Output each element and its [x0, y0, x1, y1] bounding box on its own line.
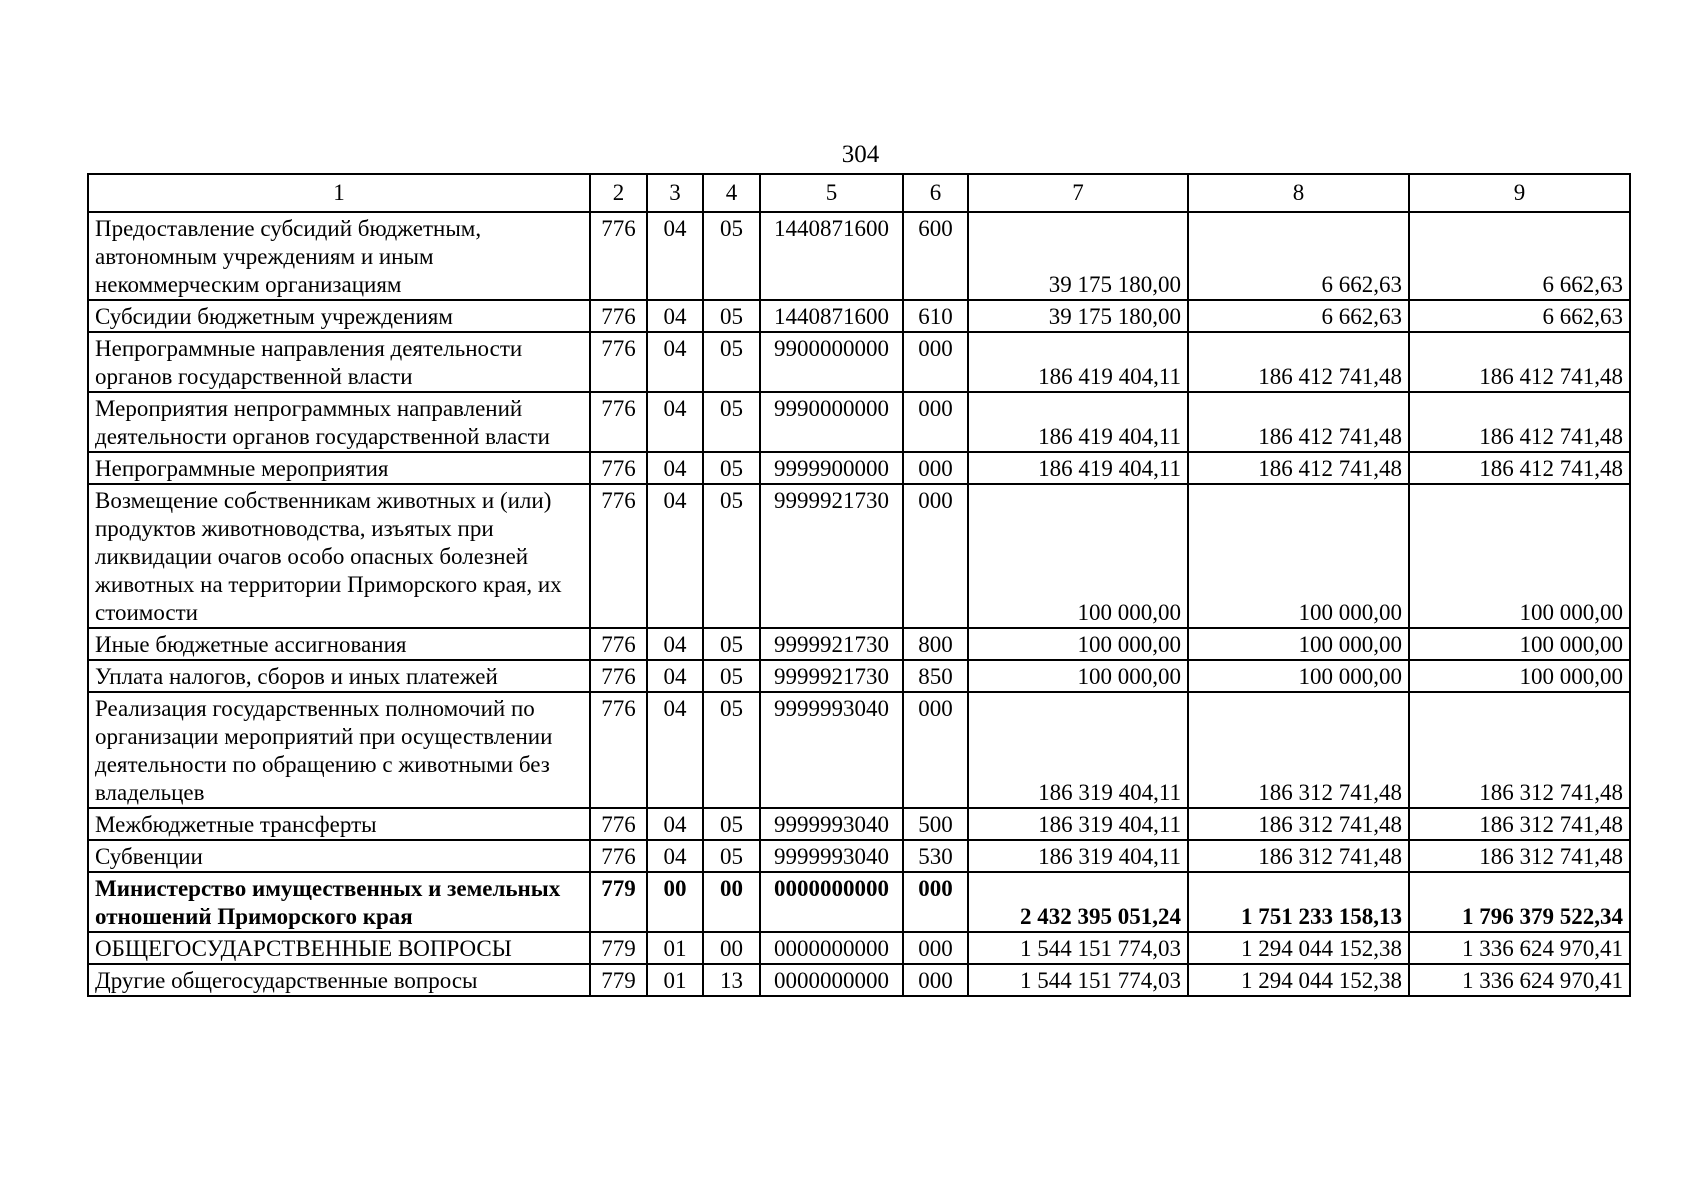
admin-code-cell: 776	[590, 692, 647, 808]
table-row	[88, 932, 1630, 964]
amount-col9-cell: 1 796 379 522,34	[1409, 872, 1630, 932]
amount-col9-cell: 100 000,00	[1409, 484, 1630, 628]
expense-type-cell: 850	[903, 660, 968, 692]
admin-code-cell: 776	[590, 840, 647, 872]
header-cell: 5	[760, 174, 903, 212]
item-name-cell: Мероприятия непрограммных направлений деятельности органов государственной власти	[88, 392, 590, 452]
amount-col9-cell: 186 312 741,48	[1409, 692, 1630, 808]
item-name-cell: Другие общегосударственные вопросы	[88, 964, 590, 996]
admin-code-cell: 776	[590, 300, 647, 332]
admin-code-cell: 776	[590, 212, 647, 300]
admin-code-cell: 776	[590, 808, 647, 840]
amount-col7-cell: 186 419 404,11	[968, 392, 1188, 452]
amount-col7-cell: 100 000,00	[968, 484, 1188, 628]
expense-type-cell: 000	[903, 392, 968, 452]
amount-col8-cell: 1 751 233 158,13	[1188, 872, 1409, 932]
item-name-cell: Реализация государственных полномочий по организации мероприятий при осуществлении деятельности по обращению с животными без владельцев	[88, 692, 590, 808]
amount-col9-cell: 6 662,63	[1409, 300, 1630, 332]
target-article-cell: 9999993040	[760, 840, 903, 872]
amount-col7-cell: 186 419 404,11	[968, 452, 1188, 484]
admin-code-cell: 776	[590, 452, 647, 484]
section-code-cell: 04	[647, 484, 703, 628]
expense-type-cell: 800	[903, 628, 968, 660]
target-article-cell: 9999900000	[760, 452, 903, 484]
target-article-cell: 0000000000	[760, 872, 903, 932]
section-code-cell: 04	[647, 452, 703, 484]
amount-col8-cell: 186 312 741,48	[1188, 692, 1409, 808]
table-row	[88, 452, 1630, 484]
section-code-cell: 04	[647, 628, 703, 660]
amount-col8-cell: 186 412 741,48	[1188, 392, 1409, 452]
subsection-code-cell: 00	[703, 932, 760, 964]
section-code-cell: 00	[647, 872, 703, 932]
target-article-cell: 1440871600	[760, 212, 903, 300]
header-cell: 3	[647, 174, 703, 212]
expense-type-cell: 500	[903, 808, 968, 840]
amount-col7-cell: 186 319 404,11	[968, 692, 1188, 808]
admin-code-cell: 779	[590, 964, 647, 996]
amount-col7-cell: 1 544 151 774,03	[968, 964, 1188, 996]
amount-col7-cell: 100 000,00	[968, 660, 1188, 692]
table-row	[88, 872, 1630, 932]
table-row	[88, 392, 1630, 452]
amount-col8-cell: 1 294 044 152,38	[1188, 932, 1409, 964]
amount-col8-cell: 100 000,00	[1188, 628, 1409, 660]
amount-col7-cell: 39 175 180,00	[968, 300, 1188, 332]
item-name-cell: Субсидии бюджетным учреждениям	[88, 300, 590, 332]
expense-type-cell: 000	[903, 332, 968, 392]
subsection-code-cell: 05	[703, 484, 760, 628]
target-article-cell: 9999921730	[760, 628, 903, 660]
amount-col8-cell: 6 662,63	[1188, 300, 1409, 332]
amount-col7-cell: 1 544 151 774,03	[968, 932, 1188, 964]
expense-type-cell: 000	[903, 692, 968, 808]
amount-col9-cell: 100 000,00	[1409, 628, 1630, 660]
header-cell: 1	[88, 174, 590, 212]
subsection-code-cell: 13	[703, 964, 760, 996]
item-name-cell: Уплата налогов, сборов и иных платежей	[88, 660, 590, 692]
table-row	[88, 660, 1630, 692]
item-name-cell: Предоставление субсидий бюджетным, автономным учреждениям и иным некоммерческим организациям	[88, 212, 590, 300]
table-header-row	[88, 174, 1630, 212]
expense-type-cell: 530	[903, 840, 968, 872]
target-article-cell: 0000000000	[760, 932, 903, 964]
item-name-cell: Субвенции	[88, 840, 590, 872]
section-code-cell: 04	[647, 840, 703, 872]
admin-code-cell: 776	[590, 660, 647, 692]
amount-col9-cell: 1 336 624 970,41	[1409, 932, 1630, 964]
expense-type-cell: 000	[903, 964, 968, 996]
expense-type-cell: 000	[903, 452, 968, 484]
section-code-cell: 04	[647, 332, 703, 392]
section-code-cell: 04	[647, 300, 703, 332]
target-article-cell: 9999921730	[760, 660, 903, 692]
amount-col9-cell: 186 412 741,48	[1409, 452, 1630, 484]
amount-col8-cell: 186 412 741,48	[1188, 452, 1409, 484]
amount-col9-cell: 6 662,63	[1409, 212, 1630, 300]
budget-table	[87, 173, 1631, 997]
amount-col9-cell: 1 336 624 970,41	[1409, 964, 1630, 996]
table-row	[88, 332, 1630, 392]
subsection-code-cell: 05	[703, 692, 760, 808]
section-code-cell: 04	[647, 212, 703, 300]
expense-type-cell: 600	[903, 212, 968, 300]
target-article-cell: 9999921730	[760, 484, 903, 628]
item-name-cell: Иные бюджетные ассигнования	[88, 628, 590, 660]
expense-type-cell: 610	[903, 300, 968, 332]
header-cell: 6	[903, 174, 968, 212]
subsection-code-cell: 05	[703, 840, 760, 872]
amount-col7-cell: 186 319 404,11	[968, 808, 1188, 840]
amount-col9-cell: 186 412 741,48	[1409, 392, 1630, 452]
section-code-cell: 01	[647, 932, 703, 964]
section-code-cell: 04	[647, 660, 703, 692]
amount-col8-cell: 186 412 741,48	[1188, 332, 1409, 392]
item-name-cell: Непрограммные мероприятия	[88, 452, 590, 484]
admin-code-cell: 779	[590, 932, 647, 964]
header-cell: 8	[1188, 174, 1409, 212]
subsection-code-cell: 00	[703, 872, 760, 932]
target-article-cell: 0000000000	[760, 964, 903, 996]
header-cell: 7	[968, 174, 1188, 212]
amount-col8-cell: 100 000,00	[1188, 660, 1409, 692]
expense-type-cell: 000	[903, 932, 968, 964]
amount-col9-cell: 100 000,00	[1409, 660, 1630, 692]
section-code-cell: 04	[647, 692, 703, 808]
table-row	[88, 808, 1630, 840]
subsection-code-cell: 05	[703, 212, 760, 300]
amount-col7-cell: 39 175 180,00	[968, 212, 1188, 300]
header-cell: 9	[1409, 174, 1630, 212]
subsection-code-cell: 05	[703, 808, 760, 840]
header-cell: 4	[703, 174, 760, 212]
section-code-cell: 04	[647, 392, 703, 452]
target-article-cell: 9990000000	[760, 392, 903, 452]
admin-code-cell: 776	[590, 332, 647, 392]
subsection-code-cell: 05	[703, 392, 760, 452]
amount-col7-cell: 186 419 404,11	[968, 332, 1188, 392]
table-row	[88, 692, 1630, 808]
table-row	[88, 212, 1630, 300]
amount-col8-cell: 186 312 741,48	[1188, 808, 1409, 840]
amount-col7-cell: 100 000,00	[968, 628, 1188, 660]
amount-col9-cell: 186 412 741,48	[1409, 332, 1630, 392]
page-number: 304	[841, 141, 880, 168]
amount-col8-cell: 100 000,00	[1188, 484, 1409, 628]
item-name-cell: ОБЩЕГОСУДАРСТВЕННЫЕ ВОПРОСЫ	[88, 932, 590, 964]
expense-type-cell: 000	[903, 872, 968, 932]
item-name-cell: Непрограммные направления деятельности органов государственной власти	[88, 332, 590, 392]
section-code-cell: 01	[647, 964, 703, 996]
target-article-cell: 9900000000	[760, 332, 903, 392]
target-article-cell: 9999993040	[760, 692, 903, 808]
admin-code-cell: 776	[590, 484, 647, 628]
table-row	[88, 840, 1630, 872]
subsection-code-cell: 05	[703, 300, 760, 332]
amount-col9-cell: 186 312 741,48	[1409, 840, 1630, 872]
table-row	[88, 484, 1630, 628]
target-article-cell: 1440871600	[760, 300, 903, 332]
amount-col7-cell: 186 319 404,11	[968, 840, 1188, 872]
target-article-cell: 9999993040	[760, 808, 903, 840]
item-name-cell: Возмещение собственникам животных и (или) продуктов животноводства, изъятых при ликвидации очагов особо опасных болезней животных на территории Приморского края, их стоимости	[88, 484, 590, 628]
subsection-code-cell: 05	[703, 660, 760, 692]
amount-col8-cell: 1 294 044 152,38	[1188, 964, 1409, 996]
table-row	[88, 628, 1630, 660]
subsection-code-cell: 05	[703, 332, 760, 392]
section-code-cell: 04	[647, 808, 703, 840]
expense-type-cell: 000	[903, 484, 968, 628]
item-name-cell: Межбюджетные трансферты	[88, 808, 590, 840]
amount-col9-cell: 186 312 741,48	[1409, 808, 1630, 840]
admin-code-cell: 779	[590, 872, 647, 932]
header-cell: 2	[590, 174, 647, 212]
amount-col7-cell: 2 432 395 051,24	[968, 872, 1188, 932]
item-name-cell: Министерство имущественных и земельных отношений Приморского края	[88, 872, 590, 932]
table-row	[88, 964, 1630, 996]
subsection-code-cell: 05	[703, 452, 760, 484]
amount-col8-cell: 6 662,63	[1188, 212, 1409, 300]
admin-code-cell: 776	[590, 392, 647, 452]
subsection-code-cell: 05	[703, 628, 760, 660]
amount-col8-cell: 186 312 741,48	[1188, 840, 1409, 872]
admin-code-cell: 776	[590, 628, 647, 660]
table-row	[88, 300, 1630, 332]
